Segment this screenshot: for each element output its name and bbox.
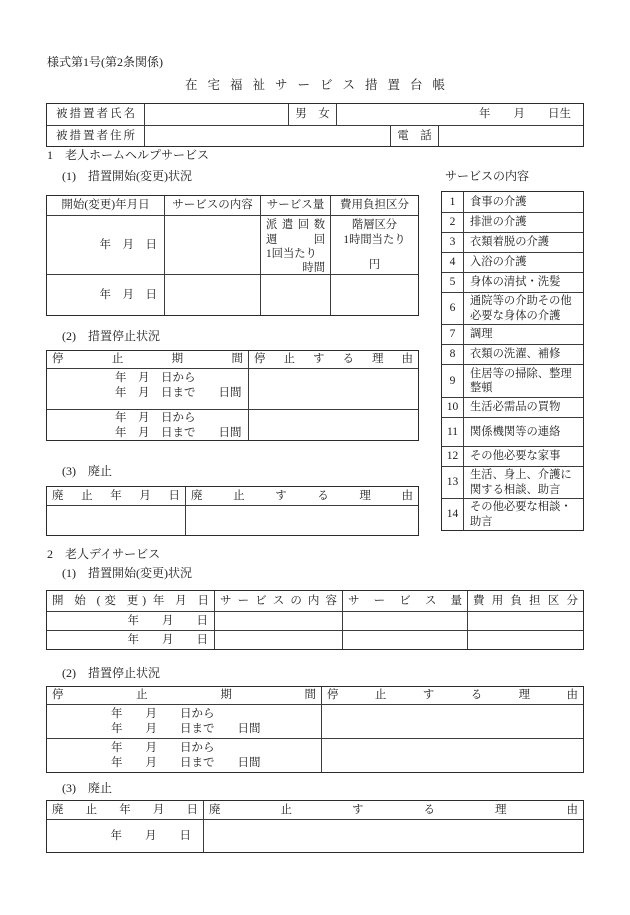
section2-stop-table bbox=[46, 686, 584, 773]
col-abolish-reason: 廃 止 す る 理 由 bbox=[209, 803, 578, 816]
section1-start-row1 bbox=[47, 215, 418, 274]
section1-abolish-heading: (3) 廃止 bbox=[62, 464, 112, 478]
subject-info-table bbox=[46, 103, 584, 147]
stop-period-from: 年 月 日から bbox=[115, 412, 196, 424]
section2-start-header-row bbox=[47, 591, 583, 611]
service-item-no: 8 bbox=[442, 345, 464, 364]
phone-label: 電 話 bbox=[391, 126, 439, 146]
stop-period-field[interactable] bbox=[47, 739, 322, 772]
section2-start-row bbox=[47, 630, 583, 649]
col-cost-category: 費用負担区分 bbox=[340, 199, 409, 212]
service-item-row bbox=[442, 466, 583, 498]
subject-address-field[interactable] bbox=[145, 126, 391, 146]
service-item-row bbox=[442, 192, 583, 212]
section2-abolish-header-row bbox=[47, 801, 583, 819]
service-item-no: 9 bbox=[442, 365, 464, 397]
form-number: 様式第1号(第2条関係) bbox=[47, 55, 163, 69]
service-item-row bbox=[442, 272, 583, 292]
abolish-date-field[interactable] bbox=[47, 506, 186, 535]
abolish-reason-field[interactable] bbox=[204, 820, 583, 852]
service-content-table bbox=[441, 191, 584, 531]
service-item-text: 調理 bbox=[470, 328, 493, 341]
stop-period-from: 年 月 日から bbox=[111, 708, 215, 720]
cost-category-field[interactable] bbox=[468, 612, 583, 630]
service-item-no: 4 bbox=[442, 253, 464, 272]
service-item-text: その他必要な家事 bbox=[470, 450, 561, 463]
stop-period-field[interactable] bbox=[47, 369, 249, 409]
section1-stop-heading: (2) 措置停止状況 bbox=[62, 329, 160, 343]
service-item-no: 1 bbox=[442, 192, 464, 212]
amount-line2: 週 回 bbox=[266, 233, 325, 246]
stop-period-from: 年 月 日から bbox=[111, 742, 215, 754]
cost-line2: 1時間当たり bbox=[343, 233, 406, 246]
service-item-text: 食事の介護 bbox=[470, 195, 527, 208]
cost-line1: 階層区分 bbox=[351, 219, 398, 231]
abolish-date-field[interactable]: 年 月 日 bbox=[47, 820, 204, 852]
col-abolish-date: 廃 止 年 月 日 bbox=[47, 487, 186, 505]
section2-stop-header-row bbox=[47, 687, 583, 704]
section2-abolish-heading: (3) 廃止 bbox=[62, 781, 112, 795]
service-content-field[interactable] bbox=[215, 631, 343, 649]
col-abolish-reason: 廃 止 す る 理 由 bbox=[191, 489, 413, 502]
cost-category-field[interactable] bbox=[331, 216, 418, 274]
service-item-row bbox=[442, 397, 583, 417]
subject-address-label: 被措置者住所 bbox=[47, 126, 145, 146]
service-item-no: 5 bbox=[442, 273, 464, 292]
col-service-amount: サ ー ビ ス 量 bbox=[343, 591, 468, 611]
service-item-row bbox=[442, 417, 583, 446]
service-item-no: 13 bbox=[442, 467, 464, 498]
stop-period-to: 年 月 日まで 日間 bbox=[115, 427, 242, 439]
section2-abolish-table bbox=[46, 800, 584, 853]
form-title: 在宅福祉サービス措置台帳 bbox=[184, 78, 455, 92]
section2-heading: 2 老人デイサービス bbox=[47, 547, 161, 561]
service-amount-field[interactable] bbox=[343, 612, 468, 630]
service-item-row bbox=[442, 446, 583, 466]
stop-reason-field[interactable] bbox=[322, 705, 583, 738]
service-item-row bbox=[442, 252, 583, 272]
service-item-text: 入浴の介護 bbox=[470, 256, 527, 269]
subject-address-row bbox=[47, 125, 583, 146]
service-item-no: 10 bbox=[442, 398, 464, 417]
section2-start-table bbox=[46, 590, 584, 650]
sex-selector[interactable]: 男 女 bbox=[289, 104, 337, 125]
col-cost-category: 費 用 負 担 区 分 bbox=[473, 594, 578, 607]
section1-start-heading: (1) 措置開始(変更)状況 bbox=[62, 169, 192, 183]
section1-start-table bbox=[46, 195, 419, 316]
stop-reason-field[interactable] bbox=[249, 410, 418, 440]
section2-stop-heading: (2) 措置停止状況 bbox=[62, 666, 160, 680]
col-abolish-date: 廃 止 年 月 日 bbox=[47, 801, 204, 819]
col-service-content: サ ー ビ ス の 内 容 bbox=[215, 591, 343, 611]
service-item-row bbox=[442, 344, 583, 364]
col-start-date: 開始(変更)年月日 bbox=[47, 196, 165, 215]
amount-line4: 時間 bbox=[302, 262, 325, 274]
start-date-field[interactable]: 年 月 日 bbox=[47, 275, 165, 315]
service-item-text: 通院等の介助その他必要な身体の介護 bbox=[470, 295, 572, 322]
section1-abolish-table bbox=[46, 486, 419, 536]
start-date-field[interactable]: 年 月 日 bbox=[47, 631, 215, 649]
section2-stop-row bbox=[47, 738, 583, 772]
service-amount-field[interactable] bbox=[261, 216, 331, 274]
start-date-field[interactable]: 年 月 日 bbox=[47, 216, 165, 274]
stop-period-field[interactable] bbox=[47, 410, 249, 440]
stop-period-to: 年 月 日まで 日間 bbox=[111, 757, 261, 769]
service-item-row bbox=[442, 364, 583, 397]
subject-name-field[interactable] bbox=[145, 104, 289, 125]
section1-stop-header-row bbox=[47, 351, 418, 368]
service-item-no: 2 bbox=[442, 213, 464, 232]
stop-period-to: 年 月 日まで 日間 bbox=[111, 723, 261, 735]
section1-abolish-row bbox=[47, 505, 418, 535]
service-item-text: 住居等の掃除、整理整頓 bbox=[470, 367, 572, 394]
section1-heading: 1 老人ホームヘルプサービス bbox=[47, 148, 210, 162]
service-content-field[interactable] bbox=[215, 612, 343, 630]
birthdate-field[interactable]: 年 月 日生 bbox=[479, 108, 571, 121]
service-content-field[interactable] bbox=[165, 275, 261, 315]
stop-period-from: 年 月 日から bbox=[115, 372, 196, 384]
service-item-text: 身体の清拭・洗髪 bbox=[470, 276, 561, 289]
stop-period-to: 年 月 日まで 日間 bbox=[115, 387, 242, 399]
service-item-no: 3 bbox=[442, 233, 464, 252]
service-item-text: 生活必需品の買物 bbox=[470, 401, 561, 414]
service-item-row bbox=[442, 498, 583, 530]
service-content-title: サービスの内容 bbox=[445, 169, 530, 183]
service-amount-field[interactable] bbox=[261, 275, 331, 315]
phone-field[interactable] bbox=[439, 126, 583, 146]
start-date-field[interactable]: 年 月 日 bbox=[47, 612, 215, 630]
section1-start-row2 bbox=[47, 274, 418, 315]
section1-stop-row bbox=[47, 368, 418, 409]
stop-period-field[interactable] bbox=[47, 705, 322, 738]
service-item-row bbox=[442, 292, 583, 324]
service-item-no: 7 bbox=[442, 325, 464, 344]
service-item-text: その他必要な相談・助言 bbox=[470, 501, 572, 528]
cost-category-field[interactable] bbox=[468, 631, 583, 649]
abolish-reason-field[interactable] bbox=[186, 506, 418, 535]
cost-category-field[interactable] bbox=[331, 275, 418, 315]
col-stop-period: 停 止 期 間 bbox=[47, 351, 249, 368]
service-item-row bbox=[442, 212, 583, 232]
service-content-field[interactable] bbox=[165, 216, 261, 274]
col-service-content: サービスの内容 bbox=[165, 196, 261, 215]
service-item-row bbox=[442, 232, 583, 252]
service-item-no: 14 bbox=[442, 499, 464, 530]
service-item-text: 衣類の洗濯、補修 bbox=[470, 348, 561, 361]
service-item-no: 6 bbox=[442, 293, 464, 324]
section1-stop-row bbox=[47, 409, 418, 440]
service-item-row bbox=[442, 324, 583, 344]
section1-stop-table bbox=[46, 350, 419, 441]
subject-name-label: 被措置者氏名 bbox=[47, 104, 145, 125]
section2-stop-row bbox=[47, 704, 583, 738]
section2-start-row bbox=[47, 611, 583, 630]
amount-line1: 派 遣 回 数 bbox=[266, 219, 325, 231]
section2-abolish-row bbox=[47, 819, 583, 852]
col-stop-period: 停 止 期 間 bbox=[47, 687, 322, 704]
service-amount-field[interactable] bbox=[343, 631, 468, 649]
col-service-amount: サービス量 bbox=[261, 196, 331, 215]
col-start-date: 開 始 (変 更) 年 月 日 bbox=[47, 591, 215, 611]
service-item-text: 生活、身上、介護に関する相談、助言 bbox=[470, 469, 572, 496]
stop-reason-field[interactable] bbox=[249, 369, 418, 409]
service-item-no: 11 bbox=[442, 418, 464, 446]
service-item-text: 排泄の介護 bbox=[470, 216, 527, 229]
service-item-text: 衣類着脱の介護 bbox=[470, 236, 550, 249]
subject-name-row bbox=[47, 104, 583, 125]
stop-reason-field[interactable] bbox=[322, 739, 583, 772]
cost-line3: 円 bbox=[368, 258, 381, 271]
service-item-text: 関係機関等の連絡 bbox=[470, 425, 561, 438]
col-stop-reason: 停 止 す る 理 由 bbox=[254, 353, 413, 366]
section1-start-header-row bbox=[47, 196, 418, 215]
amount-line3: 1回当たり bbox=[266, 248, 317, 260]
col-stop-reason: 停 止 す る 理 由 bbox=[327, 689, 578, 702]
section1-abolish-header-row bbox=[47, 487, 418, 505]
section2-start-heading: (1) 措置開始(変更)状況 bbox=[62, 566, 192, 580]
service-item-no: 12 bbox=[442, 447, 464, 466]
